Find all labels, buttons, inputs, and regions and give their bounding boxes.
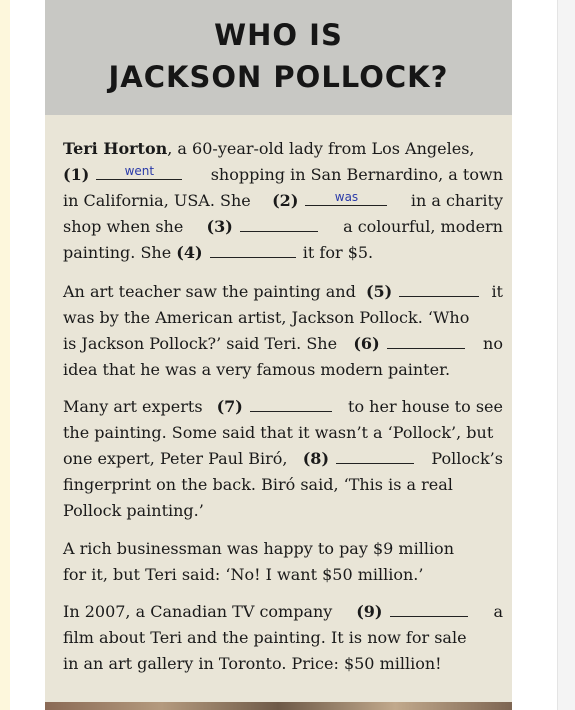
p3-line-2: the painting. Some said that it wasn’t a ‘Pollock’, but <box>63 423 494 442</box>
gap-number-7: (7) <box>216 397 243 416</box>
gap-number-2: (2) <box>272 191 299 210</box>
p1-line-2: (1) went shopping in San Bernardino, a town <box>63 164 503 184</box>
gap-number-8: (8) <box>302 449 330 468</box>
gap-number-4: (4) <box>176 243 203 262</box>
p1-line-4: shop when she (3) a colourful, modern <box>63 217 503 236</box>
p5-line-2: film about Teri and the painting. It is now for sale <box>63 628 467 647</box>
p2-line-1: An art teacher saw the painting and (5) it <box>63 282 503 301</box>
gap-number-9: (9) <box>356 602 383 621</box>
gap-number-1: (1) <box>63 165 90 184</box>
gap-5-field[interactable] <box>399 281 479 297</box>
person-name: Teri Horton <box>63 139 168 158</box>
p3-line-3: one expert, Peter Paul Biró, (8) Pollock’s <box>63 449 503 468</box>
gap-number-6: (6) <box>353 334 380 353</box>
p3-line-4: fingerprint on the back. Biró said, ‘This is a real <box>63 475 453 494</box>
p3-line-5: Pollock painting.’ <box>63 501 204 520</box>
gap-4-field[interactable] <box>210 242 296 258</box>
p4-line-1: A rich businessman was happy to pay $9 million <box>63 539 454 558</box>
gap-number-5: (5) <box>365 282 393 301</box>
p1-line-1: Teri Horton, a 60-year-old lady from Los Angeles, <box>63 139 475 158</box>
answer-1: went <box>124 164 155 178</box>
gap-7-field[interactable] <box>250 396 332 412</box>
p1-line-5: painting. She (4) it for $5. <box>63 243 374 262</box>
painting-image-edge <box>45 702 512 710</box>
gap-3-field[interactable] <box>240 216 318 232</box>
scrollbar-track[interactable] <box>557 0 575 710</box>
gap-2-field[interactable] <box>305 190 387 206</box>
title-banner <box>45 0 512 115</box>
p2-line-3: is Jackson Pollock?’ said Teri. She (6) no <box>63 334 503 353</box>
title-line-2: JACKSON POLLOCK? <box>108 60 449 94</box>
gap-number-3: (3) <box>206 217 233 236</box>
gap-9-field[interactable] <box>390 601 468 617</box>
p4-line-2: for it, but Teri said: ‘No! I want $50 million.’ <box>63 565 424 584</box>
p5-line-1: In 2007, a Canadian TV company (9) a <box>63 602 503 621</box>
p1-line-3: in California, USA. She (2) was in a charity <box>63 190 503 210</box>
p2-line-4: idea that he was a very famous modern painter. <box>63 360 451 379</box>
title-line-1: WHO IS <box>214 18 343 52</box>
article-card <box>45 0 512 710</box>
answer-2: was <box>334 190 359 204</box>
p5-line-3: in an art gallery in Toronto. Price: $50 million! <box>63 654 442 673</box>
p2-line-2: was by the American artist, Jackson Pollock. ‘Who <box>63 308 470 327</box>
gap-1-field[interactable] <box>96 164 182 180</box>
p3-line-1: Many art experts (7) to her house to see <box>63 397 503 416</box>
left-margin-strip <box>0 0 10 710</box>
gap-6-field[interactable] <box>387 333 465 349</box>
gap-8-field[interactable] <box>336 448 414 464</box>
